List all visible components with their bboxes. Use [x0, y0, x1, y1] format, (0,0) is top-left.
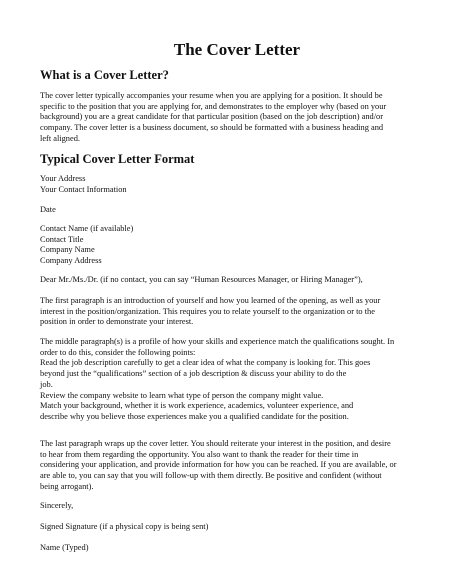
text-line: to hear from them regarding the opportunity. You also want to thank the reader for their time in	[40, 449, 359, 459]
text-line: Dear Mr./Ms./Dr. (if no contact, you can say “Human Resources Manager, or Hiring Manager”),	[40, 275, 363, 284]
signature-line	[40, 522, 440, 533]
first-paragraph	[40, 296, 440, 328]
text-line: Company Name	[40, 245, 95, 255]
text-line: The last paragraph wraps up the cover letter. You should reiterate your interest in the position, and desire	[40, 439, 391, 448]
text-line: The first paragraph is an introduction of yourself and how you learned of the opening, as well as your	[40, 296, 381, 305]
text-line: The middle paragraph(s) is a profile of how your skills and experience match the qualifications sought. In	[40, 337, 395, 346]
text-line: Your Contact Information	[40, 184, 127, 194]
intro-paragraph	[40, 91, 440, 145]
text-line: Sincerely,	[40, 501, 74, 510]
text-line: Company Address	[40, 256, 102, 266]
last-paragraph	[40, 439, 440, 493]
text-line: Contact Name (if available)	[40, 224, 134, 233]
typed-name-line	[40, 543, 440, 554]
text-line: are able to, you can say that you will follow-up with them directly. Be positive and confident (without	[40, 471, 382, 481]
text-line: The cover letter typically accompanies your resume when you are applying for a position. It should be	[40, 91, 383, 100]
text-line: beyond just the “qualifications” section of a job description & discuss your ability to do the	[40, 369, 347, 379]
text-line: Review the company website to learn what type of person the company might value.	[40, 390, 324, 400]
document-title: The Cover Letter	[173, 40, 301, 59]
middle-paragraph	[40, 337, 440, 423]
closing	[40, 501, 440, 512]
text-line: job.	[40, 379, 53, 389]
text-line: specific to the position that you are applying for, and demonstrates to the employer why (based on your	[40, 101, 387, 111]
text-line: Your Address	[40, 174, 86, 183]
text-line: being arrogant).	[40, 481, 94, 491]
text-line: considering your application, and provide information for how you can be reached. If you are available, or	[40, 460, 397, 470]
text-line: Match your background, whether it is work experience, academics, volunteer experience, and	[40, 401, 354, 411]
section-heading-what-is: What is a Cover Letter?	[40, 68, 169, 82]
text-line: order to do this, consider the following points:	[40, 347, 196, 357]
text-line: company. The cover letter is a business document, so should be formatted with a business heading and	[40, 123, 384, 133]
salutation	[40, 275, 440, 286]
text-line: Read the job description carefully to get a clear idea of what the company is looking for. This goes	[40, 358, 371, 368]
text-line: describe why you believe those experiences make you a qualified candidate for the position.	[40, 411, 349, 421]
address-block	[40, 174, 440, 195]
text-line: left aligned.	[40, 133, 80, 143]
section-heading-format: Typical Cover Letter Format	[40, 152, 195, 166]
text-line: Signed Signature (if a physical copy is being sent)	[40, 522, 209, 531]
contact-block	[40, 224, 440, 267]
text-line: Date	[40, 205, 56, 214]
text-line: position in order to demonstrate your interest.	[40, 317, 194, 327]
date-line	[40, 205, 440, 216]
text-line: Contact Title	[40, 234, 84, 244]
text-line: Name (Typed)	[40, 543, 89, 552]
text-line: background) you are a great candidate for that particular position (based on the job description) and/or	[40, 112, 384, 122]
text-line: interest in the position/organization. This requires you to relate yourself to the organization or to the	[40, 306, 375, 316]
